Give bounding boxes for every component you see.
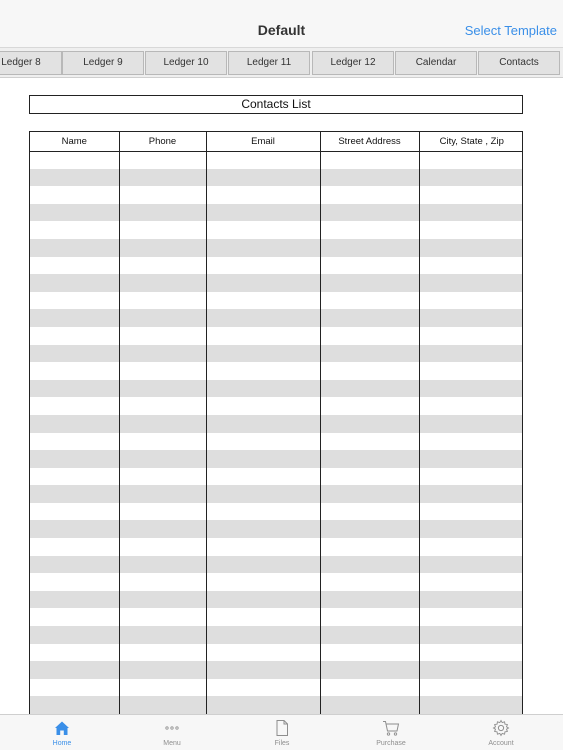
table-cell[interactable] — [119, 397, 206, 415]
table-row[interactable] — [30, 292, 523, 310]
table-cell[interactable] — [119, 450, 206, 468]
tab-ledger-10[interactable]: Ledger 10 — [145, 51, 227, 75]
table-cell[interactable] — [419, 257, 523, 275]
table-cell[interactable] — [119, 644, 206, 662]
table-cell[interactable] — [206, 696, 320, 714]
table-cell[interactable] — [320, 591, 419, 609]
table-row[interactable] — [30, 696, 523, 714]
table-cell[interactable] — [30, 327, 119, 345]
column-header-street-address: Street Address — [320, 132, 419, 151]
table-cell[interactable] — [30, 608, 119, 626]
table-cell[interactable] — [419, 538, 523, 556]
table-cell[interactable] — [119, 292, 206, 310]
page-title: Default — [257, 22, 306, 38]
table-cell[interactable] — [119, 204, 206, 222]
table-cell[interactable] — [419, 204, 523, 222]
table-cell[interactable] — [119, 380, 206, 398]
table-cell[interactable] — [30, 362, 119, 380]
cart-icon — [382, 719, 400, 737]
table-cell[interactable] — [30, 204, 119, 222]
table-cell[interactable] — [119, 151, 206, 169]
table-body — [30, 151, 523, 714]
table-cell[interactable] — [419, 415, 523, 433]
table-cell[interactable] — [30, 556, 119, 574]
table-cell[interactable] — [419, 186, 523, 204]
table-row[interactable] — [30, 450, 523, 468]
table-cell[interactable] — [419, 520, 523, 538]
table-row[interactable] — [30, 415, 523, 433]
table-cell[interactable] — [206, 556, 320, 574]
tab-ledger-12[interactable]: Ledger 12 — [312, 51, 394, 75]
table-cell[interactable] — [119, 239, 206, 257]
bottom-tab-bar — [0, 714, 563, 750]
table-cell[interactable] — [320, 239, 419, 257]
table-cell[interactable] — [320, 397, 419, 415]
tab-contacts[interactable]: Contacts — [478, 51, 560, 75]
table-cell[interactable] — [119, 186, 206, 204]
table-cell[interactable] — [119, 169, 206, 187]
table-row[interactable] — [30, 397, 523, 415]
table-cell[interactable] — [419, 556, 523, 574]
table-cell[interactable] — [30, 626, 119, 644]
table-cell[interactable] — [30, 538, 119, 556]
table-cell[interactable] — [119, 591, 206, 609]
table-cell[interactable] — [119, 415, 206, 433]
table-cell[interactable] — [320, 608, 419, 626]
table-cell[interactable] — [419, 239, 523, 257]
table-cell[interactable] — [320, 169, 419, 187]
column-header-email: Email — [206, 132, 320, 151]
table-cell[interactable] — [320, 485, 419, 503]
tabbar-label-files: Files — [274, 740, 290, 747]
table-cell[interactable] — [119, 679, 206, 697]
table-cell[interactable] — [119, 309, 206, 327]
table-cell[interactable] — [119, 538, 206, 556]
table-row[interactable] — [30, 345, 523, 363]
table-cell[interactable] — [320, 626, 419, 644]
table-cell[interactable] — [206, 345, 320, 363]
tabbar-label-home: Home — [52, 740, 72, 747]
table-cell[interactable] — [320, 538, 419, 556]
table-cell[interactable] — [206, 186, 320, 204]
table-cell[interactable] — [119, 485, 206, 503]
table-row[interactable] — [30, 485, 523, 503]
table-cell[interactable] — [119, 573, 206, 591]
table-cell[interactable] — [320, 221, 419, 239]
table-cell[interactable] — [320, 520, 419, 538]
table-cell[interactable] — [119, 433, 206, 451]
column-header-phone: Phone — [119, 132, 206, 151]
table-cell[interactable] — [320, 679, 419, 697]
table-cell[interactable] — [30, 696, 119, 714]
table-cell[interactable] — [206, 151, 320, 169]
table-cell[interactable] — [320, 274, 419, 292]
tab-ledger-9[interactable]: Ledger 9 — [62, 51, 144, 75]
table-row[interactable] — [30, 151, 523, 169]
table-cell[interactable] — [206, 485, 320, 503]
table-cell[interactable] — [30, 503, 119, 521]
table-cell[interactable] — [30, 186, 119, 204]
table-cell[interactable] — [206, 221, 320, 239]
table-row[interactable] — [30, 186, 523, 204]
navigation-bar — [0, 0, 563, 48]
table-cell[interactable] — [206, 169, 320, 187]
sheet-tab-strip[interactable] — [0, 48, 563, 78]
select-template-button[interactable]: Select Template — [464, 23, 557, 38]
table-cell[interactable] — [206, 450, 320, 468]
column-header-city-state-zip: City, State , Zip — [419, 132, 523, 151]
table-cell[interactable] — [30, 591, 119, 609]
table-cell[interactable] — [206, 292, 320, 310]
table-cell[interactable] — [419, 274, 523, 292]
table-cell[interactable] — [419, 591, 523, 609]
table-cell[interactable] — [419, 679, 523, 697]
table-cell[interactable] — [30, 397, 119, 415]
table-cell[interactable] — [30, 679, 119, 697]
table-row[interactable] — [30, 274, 523, 292]
table-row[interactable] — [30, 468, 523, 486]
table-cell[interactable] — [419, 292, 523, 310]
tabbar-label-menu: Menu — [163, 740, 181, 747]
more-icon — [163, 719, 181, 737]
table-cell[interactable] — [419, 608, 523, 626]
table-cell[interactable] — [320, 661, 419, 679]
table-cell[interactable] — [419, 573, 523, 591]
table-cell[interactable] — [30, 221, 119, 239]
table-cell[interactable] — [419, 397, 523, 415]
table-cell[interactable] — [206, 661, 320, 679]
table-cell[interactable] — [320, 556, 419, 574]
table-row[interactable] — [30, 221, 523, 239]
tab-ledger-11[interactable]: Ledger 11 — [228, 51, 310, 75]
table-row[interactable] — [30, 309, 523, 327]
tab-calendar[interactable]: Calendar — [395, 51, 477, 75]
table-cell[interactable] — [119, 696, 206, 714]
table-cell[interactable] — [206, 204, 320, 222]
table-cell[interactable] — [320, 204, 419, 222]
table-row[interactable] — [30, 503, 523, 521]
table-cell[interactable] — [119, 503, 206, 521]
table-cell[interactable] — [206, 257, 320, 275]
table-cell[interactable] — [320, 362, 419, 380]
table-cell[interactable] — [419, 661, 523, 679]
table-row[interactable] — [30, 608, 523, 626]
table-cell[interactable] — [320, 151, 419, 169]
table-cell[interactable] — [419, 169, 523, 187]
table-cell[interactable] — [320, 327, 419, 345]
tabbar-item-menu[interactable] — [117, 715, 227, 750]
table-cell[interactable] — [320, 380, 419, 398]
table-cell[interactable] — [419, 345, 523, 363]
table-cell[interactable] — [30, 292, 119, 310]
table-cell[interactable] — [206, 608, 320, 626]
tabbar-item-files[interactable] — [227, 715, 337, 750]
gear-icon — [492, 719, 510, 737]
table-cell[interactable] — [206, 362, 320, 380]
table-row[interactable] — [30, 679, 523, 697]
table-cell[interactable] — [320, 292, 419, 310]
table-cell[interactable] — [320, 468, 419, 486]
table-cell[interactable] — [119, 468, 206, 486]
table-cell[interactable] — [419, 151, 523, 169]
table-cell[interactable] — [30, 309, 119, 327]
table-cell[interactable] — [119, 345, 206, 363]
table-cell[interactable] — [206, 309, 320, 327]
table-row[interactable] — [30, 661, 523, 679]
contacts-table — [29, 131, 523, 714]
table-row[interactable] — [30, 257, 523, 275]
table-cell[interactable] — [320, 503, 419, 521]
table-cell[interactable] — [30, 661, 119, 679]
table-cell[interactable] — [119, 661, 206, 679]
table-cell[interactable] — [419, 503, 523, 521]
table-cell[interactable] — [206, 520, 320, 538]
table-row[interactable] — [30, 433, 523, 451]
table-cell[interactable] — [30, 573, 119, 591]
table-cell[interactable] — [419, 696, 523, 714]
contacts-list-title: Contacts List — [29, 95, 523, 114]
table-cell[interactable] — [30, 450, 119, 468]
table-cell[interactable] — [30, 520, 119, 538]
table-cell[interactable] — [419, 468, 523, 486]
tabbar-item-home[interactable] — [7, 715, 117, 750]
table-cell[interactable] — [419, 485, 523, 503]
table-row[interactable] — [30, 239, 523, 257]
table-cell[interactable] — [119, 520, 206, 538]
table-cell[interactable] — [206, 327, 320, 345]
table-cell[interactable] — [419, 221, 523, 239]
table-cell[interactable] — [419, 644, 523, 662]
table-cell[interactable] — [119, 608, 206, 626]
table-row[interactable] — [30, 520, 523, 538]
tab-ledger-8[interactable]: Ledger 8 — [0, 51, 62, 75]
table-cell[interactable] — [320, 309, 419, 327]
table-cell[interactable] — [206, 239, 320, 257]
tabbar-label-purchase: Purchase — [376, 740, 406, 747]
table-row[interactable] — [30, 556, 523, 574]
table-cell[interactable] — [320, 433, 419, 451]
table-row[interactable] — [30, 591, 523, 609]
table-cell[interactable] — [320, 415, 419, 433]
table-cell[interactable] — [30, 169, 119, 187]
table-cell[interactable] — [119, 556, 206, 574]
table-cell[interactable] — [206, 503, 320, 521]
table-cell[interactable] — [206, 644, 320, 662]
tabbar-item-purchase[interactable] — [336, 715, 446, 750]
file-icon — [273, 719, 291, 737]
table-cell[interactable] — [206, 380, 320, 398]
table-cell[interactable] — [419, 450, 523, 468]
table-cell[interactable] — [320, 573, 419, 591]
table-row[interactable] — [30, 380, 523, 398]
table-cell[interactable] — [119, 221, 206, 239]
table-cell[interactable] — [206, 591, 320, 609]
table-cell[interactable] — [206, 415, 320, 433]
table-header-row — [30, 132, 523, 151]
table-cell[interactable] — [30, 415, 119, 433]
table-cell[interactable] — [419, 433, 523, 451]
table-row[interactable] — [30, 538, 523, 556]
table-cell[interactable] — [30, 485, 119, 503]
table-row[interactable] — [30, 204, 523, 222]
column-header-name: Name — [30, 132, 119, 151]
table-row[interactable] — [30, 362, 523, 380]
table-cell[interactable] — [320, 450, 419, 468]
table-row[interactable] — [30, 169, 523, 187]
table-cell[interactable] — [206, 397, 320, 415]
table-cell[interactable] — [320, 696, 419, 714]
table-cell[interactable] — [419, 380, 523, 398]
tabbar-label-account: Account — [488, 740, 514, 747]
table-cell[interactable] — [320, 345, 419, 363]
table-cell[interactable] — [30, 257, 119, 275]
table-cell[interactable] — [206, 468, 320, 486]
table-cell[interactable] — [206, 274, 320, 292]
table-cell[interactable] — [206, 433, 320, 451]
table-cell[interactable] — [30, 468, 119, 486]
table-cell[interactable] — [320, 257, 419, 275]
table-cell[interactable] — [30, 345, 119, 363]
table-cell[interactable] — [119, 362, 206, 380]
table-cell[interactable] — [206, 679, 320, 697]
table-cell[interactable] — [419, 309, 523, 327]
table-cell[interactable] — [119, 274, 206, 292]
table-row[interactable] — [30, 644, 523, 662]
table-cell[interactable] — [119, 626, 206, 644]
tabbar-item-account[interactable] — [446, 715, 556, 750]
table-cell[interactable] — [206, 626, 320, 644]
table-cell[interactable] — [320, 644, 419, 662]
table-cell[interactable] — [419, 626, 523, 644]
table-cell[interactable] — [30, 433, 119, 451]
table-cell[interactable] — [30, 644, 119, 662]
table-row[interactable] — [30, 573, 523, 591]
table-cell[interactable] — [30, 274, 119, 292]
table-cell[interactable] — [206, 538, 320, 556]
table-row[interactable] — [30, 626, 523, 644]
table-cell[interactable] — [30, 151, 119, 169]
table-cell[interactable] — [206, 573, 320, 591]
home-icon — [53, 719, 71, 737]
table-cell[interactable] — [30, 239, 119, 257]
table-cell[interactable] — [320, 186, 419, 204]
table-row[interactable] — [30, 327, 523, 345]
table-cell[interactable] — [419, 362, 523, 380]
table-cell[interactable] — [30, 380, 119, 398]
table-cell[interactable] — [119, 257, 206, 275]
table-cell[interactable] — [419, 327, 523, 345]
table-cell[interactable] — [119, 327, 206, 345]
